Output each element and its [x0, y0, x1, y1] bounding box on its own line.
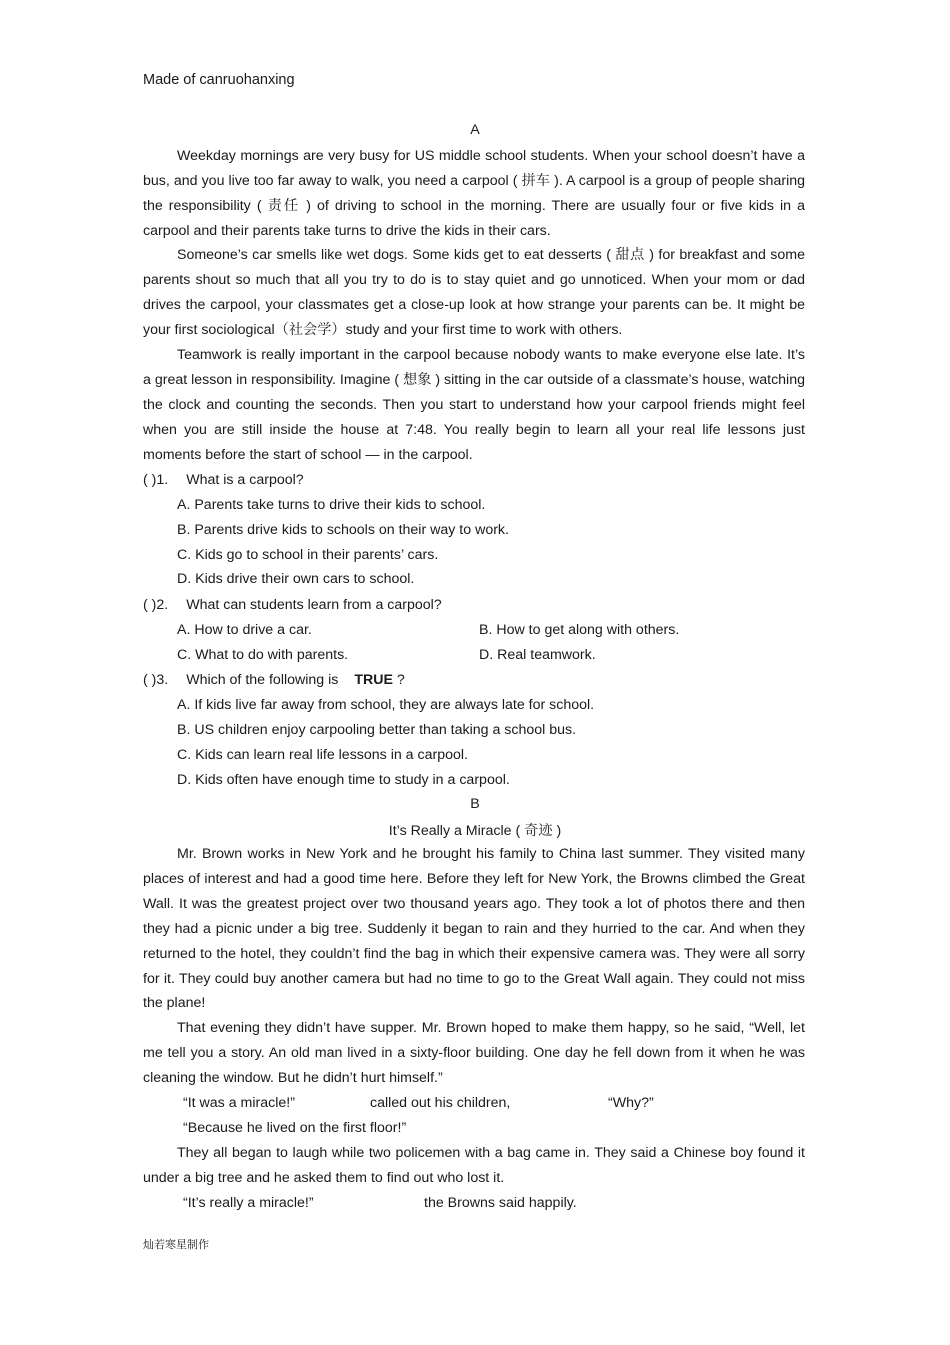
question-2-option-c: C. What to do with parents. [177, 647, 349, 663]
question-2-prefix: ( )2. [143, 597, 169, 613]
question-2-text: What can students learn from a carpool? [186, 597, 442, 613]
dialogue-said-happily: the Browns said happily. [424, 1195, 577, 1211]
question-3-text: Which of the following is [186, 672, 339, 688]
question-1-option-d: D. Kids drive their own cars to school. [177, 571, 415, 587]
section-label-a: A [470, 122, 480, 138]
passage-a-paragraph-3: Teamwork is really important in the carpool because nobody wants to make everyone else late. It’s a great lesson in responsibility. Imagine ( 想象 ) sitting in the car outside of a classmate’s house, watching the clock and counting the seconds. Then you start to understand how your carpool friends might feel when you are still inside the house at 7:48. You really begin to learn all your real life lessons just moments before the start of school — in the carpool. [143, 347, 805, 463]
dialogue-called-out: called out his children, [370, 1095, 511, 1111]
dialogue-miracle: “It was a miracle!” [183, 1095, 295, 1111]
passage-b-title: It’s Really a Miracle ( 奇迹 ) [388, 823, 562, 839]
question-2-option-a: A. How to drive a car. [177, 622, 312, 638]
question-2 [143, 593, 805, 618]
question-3-option-c: C. Kids can learn real life lessons in a carpool. [177, 747, 468, 763]
question-1-prefix: ( )1. [143, 472, 169, 488]
question-3-end: ? [396, 672, 405, 688]
passage-b-paragraph-1: Mr. Brown works in New York and he brought his family to China last summer. They visited many places of interest and had a good time here. Before they left for New York, the Browns climbed the Great Wall. It was the greatest project over two thousand years ago. They took a lot of photos there and then they had a picnic under a big tree. Suddenly it began to rain and they hurried to the car. And when they returned to the hotel, they couldn’t find the bag in which their expensive camera was. They were all sorry for it. They could buy another camera but had no time to go to the Great Wall again. They could not miss the plane! [143, 846, 805, 1012]
question-1-text: What is a carpool? [186, 472, 304, 488]
passage-a-paragraph-2: Someone’s car smells like wet dogs. Some kids get to eat desserts ( 甜点 ) for breakfast and some parents shout so much that all you try to do is to stay quiet and go unnoticed. When your mom or dad drives the carpool, your classmates get a close-up look at how strange your parents can be. It might be your first sociological（社会学）study and your first time to work with others. [143, 247, 805, 338]
section-label-b: B [470, 796, 480, 812]
question-2-option-b: B. How to get along with others. [479, 622, 680, 638]
dialogue-really-miracle: “It’s really a miracle!” [183, 1195, 314, 1211]
question-1-option-c: C. Kids go to school in their parents’ cars. [177, 547, 439, 563]
question-1-option-b: B. Parents drive kids to schools on their way to work. [177, 522, 509, 538]
passage-b-paragraph-3: They all began to laugh while two policemen with a bag came in. They said a Chinese boy found it under a big tree and he asked them to find out who lost it. [143, 1145, 805, 1186]
question-3-option-b: B. US children enjoy carpooling better than taking a school bus. [177, 722, 577, 738]
dialogue-first-floor: “Because he lived on the first floor!” [183, 1120, 407, 1136]
question-3 [143, 668, 805, 693]
page-footer: 灿若寒星制作 [143, 1238, 209, 1251]
passage-a-paragraph-1: Weekday mornings are very busy for US middle school students. When your school doesn’t have a bus, and you live too far away to walk, you need a carpool ( 拼车 ). A carpool is a group of people sharing the responsibility ( 责任 ) of driving to school in the morning. There are usually four or five kids in a carpool and their parents take turns to drive the kids in their cars. [143, 148, 805, 239]
question-3-prefix: ( )3. [143, 672, 169, 688]
question-1 [143, 468, 805, 493]
question-3-option-d: D. Kids often have enough time to study in a carpool. [177, 772, 510, 788]
question-3-option-a: A. If kids live far away from school, they are always late for school. [177, 697, 595, 713]
question-2-option-d: D. Real teamwork. [479, 647, 596, 663]
question-3-emphasis: TRUE [354, 672, 393, 688]
passage-b-paragraph-2: That evening they didn’t have supper. Mr. Brown hoped to make them happy, so he said, “Well, let me tell you a story. An old man lived in a sixty-floor building. One day he fell down from it when he was cleaning the window. But he didn’t hurt himself.” [143, 1020, 805, 1086]
page-header: Made of canruohanxing [143, 72, 295, 88]
question-1-option-a: A. Parents take turns to drive their kids to school. [177, 497, 486, 513]
dialogue-why: “Why?” [608, 1095, 654, 1111]
